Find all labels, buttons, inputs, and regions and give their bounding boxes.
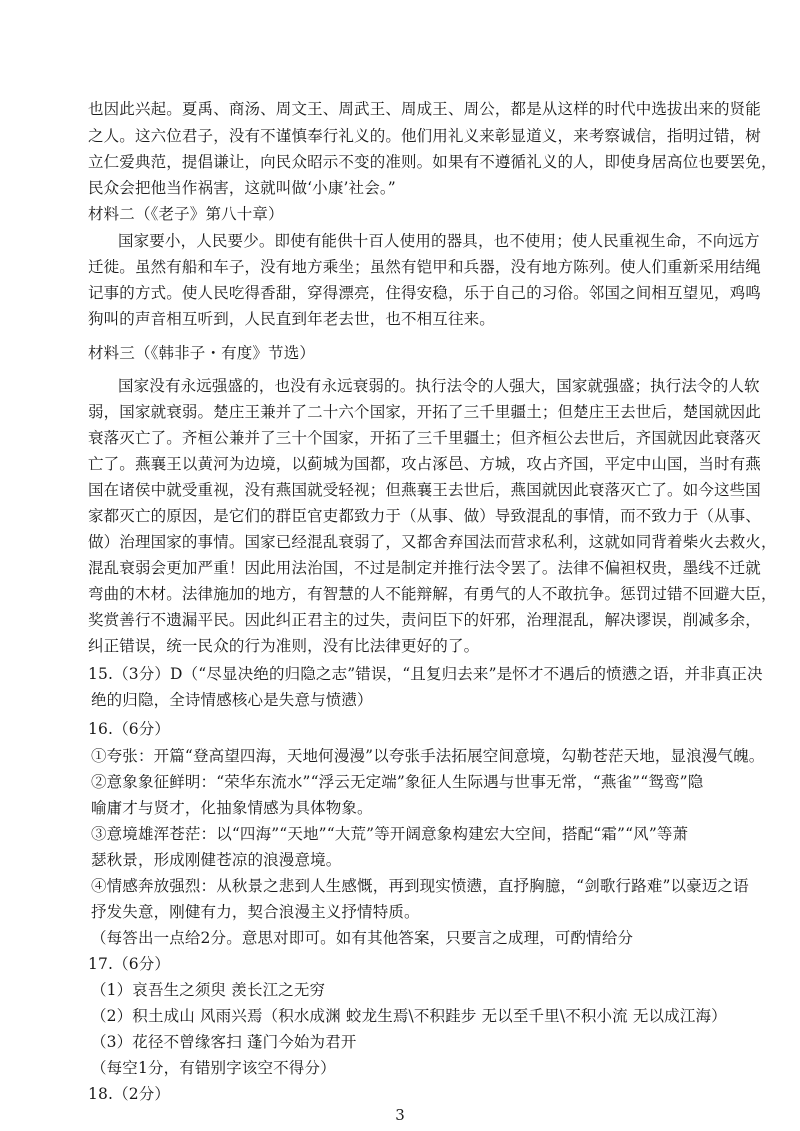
- answer-line: 瑟秋景，形成刚健苍凉的浪漫意境。: [91, 851, 342, 869]
- paragraph-line: 迁徙。虽然有船和车子，没有地方乘坐；虽然有铠甲和兵器，没有地方陈列。使人们重新采用结绳: [88, 258, 761, 276]
- answer-line: ②意象象征鲜明：“荣华东流水”“浮云无定端”象征人生际遇与世事无常，“燕雀”“鸳鸾”隐: [91, 773, 704, 791]
- question-heading: 18.（2分）: [88, 1085, 171, 1103]
- scoring-note: （每空1分，有错别字该空不得分）: [91, 1059, 336, 1077]
- answer-line: （3）花径不曾缘客扫 蓬门今始为君开: [91, 1033, 357, 1051]
- answer-line: （1）哀吾生之须臾 羡长江之无穷: [91, 981, 326, 999]
- paragraph-line: 做）治理国家的事情。国家已经混乱衰弱了，又都舍弃国法而营求私利，这就如同背着柴火去救火，: [88, 533, 777, 551]
- paragraph-line: 立仁爱典范，提倡谦让，向民众昭示不变的准则。如果有不遵循礼义的人，即使身居高位也要罢免，: [88, 153, 777, 171]
- answer-line: ①夸张：开篇“登高望四海，天地何漫漫”以夸张手法拓展空间意境，勾勒苍茫天地，显浪漫气魄。: [91, 747, 765, 765]
- paragraph-line: 也因此兴起。夏禹、商汤、周文王、周武王、周成王、周公，都是从这样的时代中选拔出来的贤能: [88, 100, 761, 118]
- answer-line: 喻庸才与贤才，化抽象情感为具体物象。: [91, 799, 373, 817]
- answer-line: ④情感奔放强烈：从秋景之悲到人生感慨，再到现实愤懑，直抒胸臆，“剑歌行路难”以豪迈之语: [91, 877, 749, 895]
- scoring-note: （每答出一点给2分。意思对即可。如有其他答案，只要言之成理，可酌情给分: [91, 929, 634, 947]
- answer-line: （2）积土成山 风雨兴焉（积水成渊 蛟龙生焉\不积跬步 无以至千里\不积小流 无以成江海）: [91, 1007, 727, 1025]
- answer-line: 抒发失意，刚健有力，契合浪漫主义抒情特质。: [91, 903, 420, 921]
- paragraph-line: 国家要小，人民要少。即使有能供十百人使用的器具，也不使用；使人民重视生命，不向远方: [118, 232, 760, 250]
- paragraph-line: 纠正错误，统一民众的行为准则，没有比法律更好的了。: [88, 637, 480, 655]
- question-heading: 16.（6分）: [88, 720, 171, 738]
- paragraph-line: 弱，国家就衰弱。楚庄王兼并了二十六个国家，开拓了三千里疆土；但楚庄王去世后，楚国就因此: [88, 403, 761, 421]
- paragraph-line: 衰落灭亡了。齐桓公兼并了三十个国家，开拓了三千里疆土；但齐桓公去世后，齐国就因此衰落灭: [88, 429, 761, 447]
- paragraph-line: 弯曲的木材。法律施加的地方，有智慧的人不能辩解，有勇气的人不敢抗争。惩罚过错不回避大臣，: [88, 585, 777, 603]
- question-heading: 17.（6分）: [88, 955, 171, 973]
- paragraph-line: 国家没有永远强盛的，也没有永远衰弱的。执行法令的人强大，国家就强盛；执行法令的人软: [118, 377, 760, 395]
- answer-line: 绝的归隐，全诗情感核心是失意与愤懑）: [91, 691, 373, 709]
- answer-line: ③意境雄浑苍茫：以“四海”“天地”“大荒”等开阔意象构建宏大空间，搭配“霜”“风”等萧: [91, 825, 689, 843]
- paragraph-line: 家都灭亡的原因，是它们的群臣官吏都致力于（从事、做）导致混乱的事情，而不致力于（从事、: [88, 507, 761, 525]
- material-heading: 材料二（《老子》第八十章）: [88, 205, 284, 223]
- paragraph-line: 奖赏善行不遗漏平民。因此纠正君主的过失，责问臣下的奸邪，治理混乱，解决谬误，削减多余，: [88, 611, 761, 629]
- paragraph-line: 国在诸侯中就受重视，没有燕国就受轻视；但燕襄王去世后，燕国就因此衰落灭亡了。如今这些国: [88, 481, 761, 499]
- material-heading: 材料三（《韩非子・有度》节选）: [88, 344, 316, 362]
- paragraph-line: 亡了。燕襄王以黄河为边境，以蓟城为国都，攻占涿邑、方城，攻占齐国，平定中山国，当时有燕: [88, 455, 761, 473]
- page-number: 3: [395, 1106, 405, 1124]
- paragraph-line: 混乱衰弱会更加严重！因此用法治国，不过是制定并推行法令罢了。法律不偏袒权贵，墨线不迁就: [88, 559, 761, 577]
- paragraph-line: 狗叫的声音相互听到，人民直到年老去世，也不相互往来。: [88, 310, 495, 328]
- paragraph-line: 之人。这六位君子，没有不谨慎奉行礼义的。他们用礼义来彰显道义，来考察诚信，指明过错，树: [88, 127, 761, 145]
- answer-line: 15.（3分）D（“尽显决绝的归隐之志”错误，“且复归去来”是怀才不遇后的愤懑之语，并非真正决: [88, 665, 763, 683]
- paragraph-line: 民众会把他当作祸害，这就叫做‘小康’社会。”: [88, 179, 396, 197]
- paragraph-line: 记事的方式。使人民吃得香甜，穿得漂亮，住得安稳，乐于自己的习俗。邻国之间相互望见，鸡鸣: [88, 284, 761, 302]
